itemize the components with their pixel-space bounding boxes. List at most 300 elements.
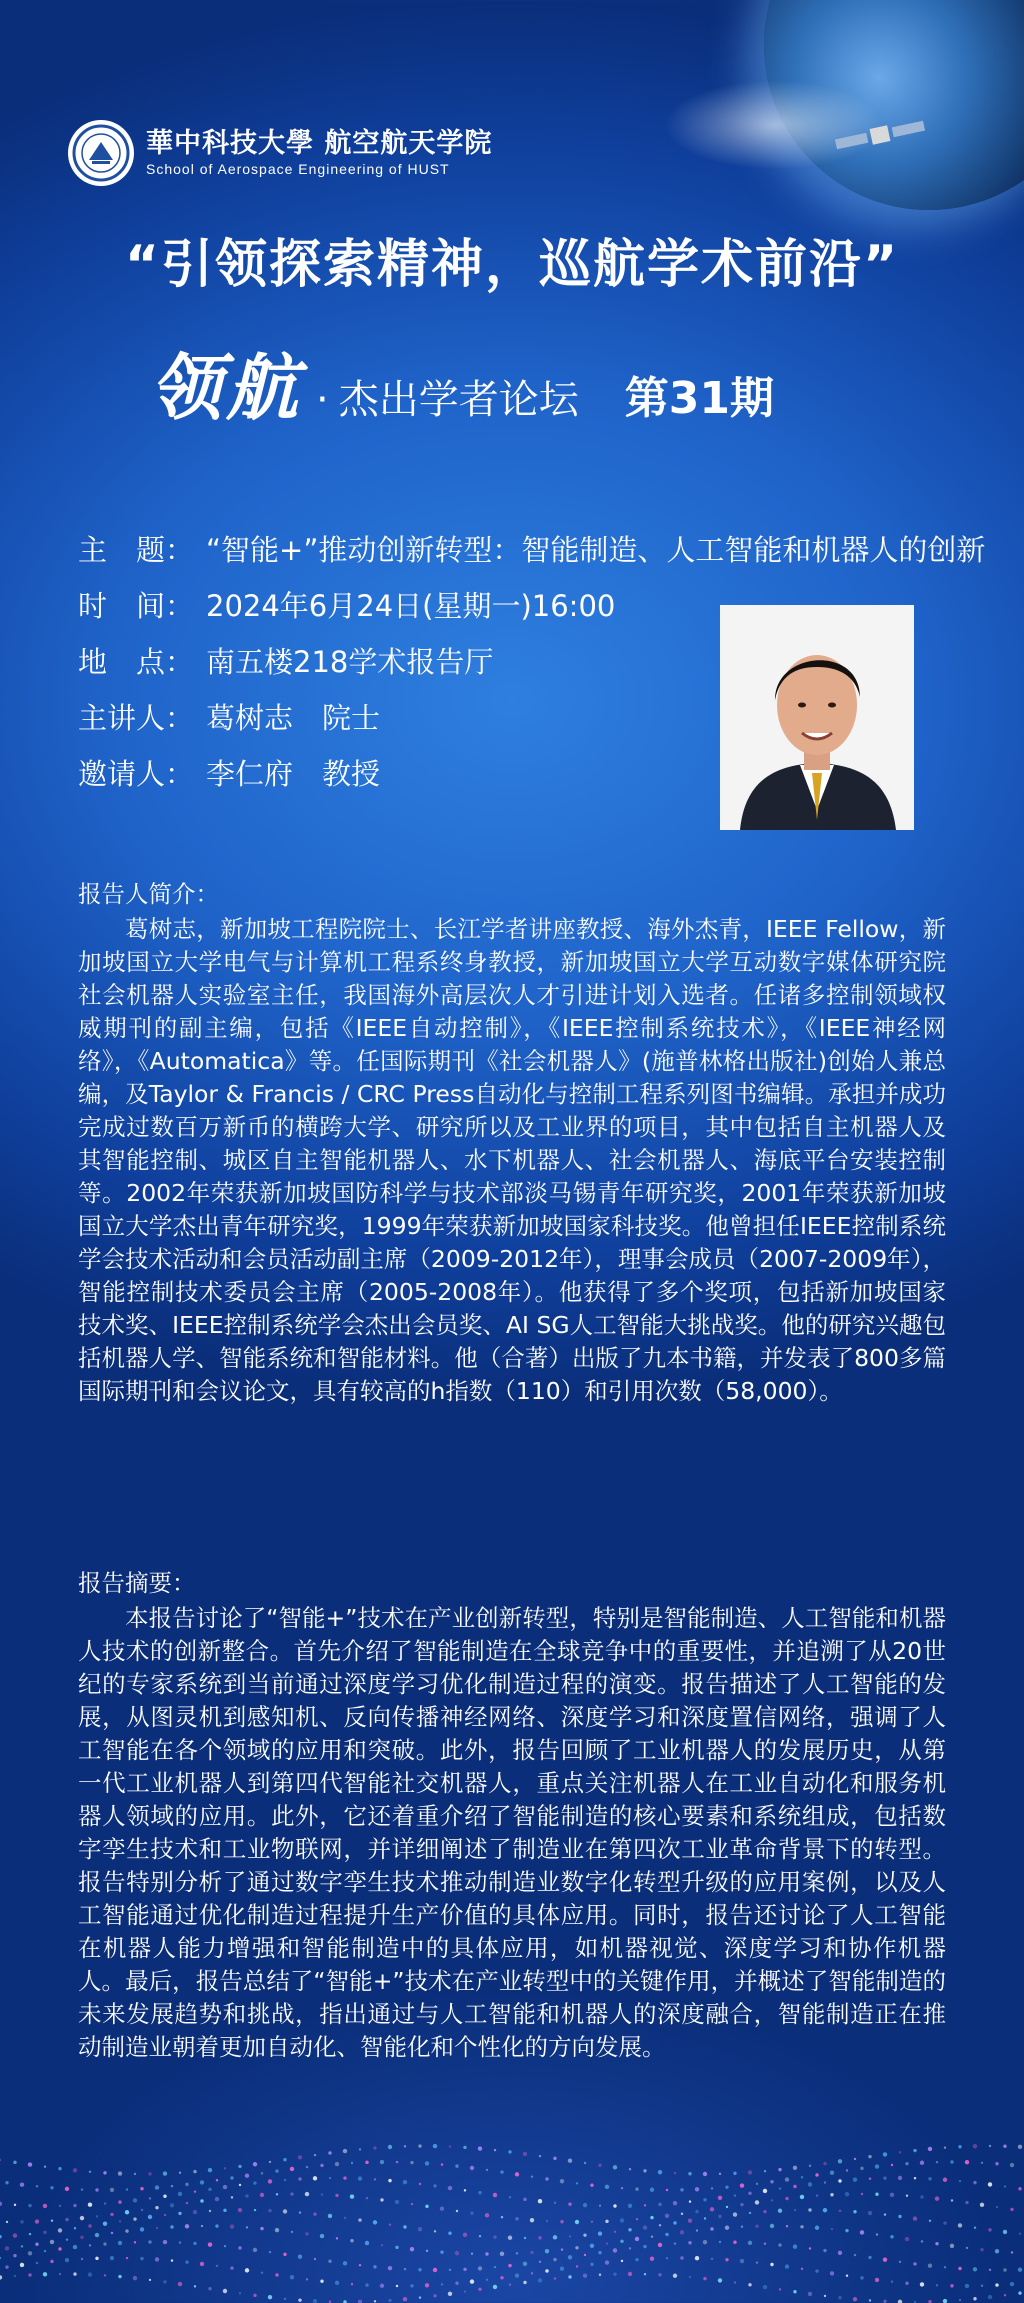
particle-dot xyxy=(276,2193,278,2195)
particle-dot xyxy=(658,2273,661,2276)
particle-dot xyxy=(620,2240,623,2243)
particle-dot xyxy=(455,2251,459,2255)
particle-dot xyxy=(464,2290,466,2292)
particle-dot xyxy=(253,2181,256,2184)
particle-dot xyxy=(193,2210,197,2214)
particle-dot xyxy=(186,2202,188,2204)
particle-dot xyxy=(163,2240,167,2244)
particle-dot xyxy=(500,2252,504,2256)
particle-dot xyxy=(95,2233,99,2237)
particle-dot xyxy=(410,2284,413,2287)
particle-dot xyxy=(651,2235,653,2237)
particle-dot xyxy=(328,2151,331,2154)
particle-dot xyxy=(81,2258,83,2260)
particle-dot xyxy=(433,2144,437,2148)
particle-dot xyxy=(155,2206,158,2209)
particle-dot xyxy=(179,2172,181,2174)
particle-dot xyxy=(268,2179,272,2183)
particle-dot xyxy=(996,2206,998,2208)
particle-dot xyxy=(404,2268,406,2270)
bio-title: 报告人简介： xyxy=(78,880,219,908)
particle-dot xyxy=(913,2149,916,2152)
particle-dot xyxy=(891,2281,893,2283)
particle-dot xyxy=(290,2167,294,2171)
particle-dot xyxy=(801,2176,803,2178)
particle-dot xyxy=(718,2196,722,2200)
particle-dot xyxy=(20,2220,23,2223)
particle-dot xyxy=(516,2252,518,2254)
particle-dot xyxy=(740,2203,743,2206)
particle-dot xyxy=(44,2166,46,2168)
particle-dot xyxy=(80,2236,83,2239)
particle-dot xyxy=(185,2260,188,2263)
particle-dot xyxy=(575,2246,578,2249)
particle-dot xyxy=(194,2285,196,2287)
particle-dot xyxy=(313,2299,317,2303)
particle-dot xyxy=(524,2237,526,2239)
particle-dot xyxy=(290,2275,294,2279)
particle-dot xyxy=(396,2285,398,2287)
particle-dot xyxy=(328,2260,331,2263)
particle-dot xyxy=(224,2167,226,2169)
particle-dot xyxy=(778,2168,781,2171)
slogan: “引领探索精神，巡航学术前沿” xyxy=(124,235,900,295)
particle-dot xyxy=(433,2294,436,2297)
school-name-en: School of Aerospace Engineering of HUST xyxy=(146,161,450,177)
particle-dot xyxy=(134,2173,136,2175)
particle-dot xyxy=(928,2147,932,2151)
particle-dot xyxy=(890,2193,894,2197)
particle-dot xyxy=(275,2169,278,2172)
particle-dot xyxy=(440,2207,444,2211)
particle-dot xyxy=(359,2148,361,2150)
particle-dot xyxy=(215,2224,218,2227)
particle-dot xyxy=(425,2283,429,2287)
particle-dot xyxy=(470,2166,474,2170)
particle-dot xyxy=(126,2188,128,2190)
particle-dot xyxy=(508,2264,511,2267)
particle-dot xyxy=(1003,2268,1006,2271)
particle-dot xyxy=(298,2255,302,2259)
particle-dot xyxy=(155,2257,159,2261)
particle-dot xyxy=(149,2197,151,2199)
particle-dot xyxy=(65,2187,69,2191)
particle-dot xyxy=(703,2198,706,2201)
particle-dot xyxy=(358,2218,361,2221)
particle-dot xyxy=(755,2224,758,2227)
particle-dot xyxy=(260,2193,264,2197)
particle-dot xyxy=(531,2272,533,2274)
particle-dot xyxy=(13,2254,16,2257)
particle-dot xyxy=(380,2160,384,2164)
particle-dot xyxy=(43,2204,47,2208)
particle-dot xyxy=(711,2258,713,2260)
particle-dot xyxy=(531,2176,533,2178)
particle-dot xyxy=(688,2172,691,2175)
particle-dot xyxy=(703,2277,706,2280)
particle-dot xyxy=(509,2283,511,2285)
particle-dot xyxy=(35,2243,38,2246)
particle-dot xyxy=(808,2182,812,2186)
particle-dot xyxy=(845,2229,848,2232)
particle-dot xyxy=(103,2242,106,2245)
particle-dot xyxy=(935,2196,939,2200)
particle-dot xyxy=(838,2179,841,2182)
particle-dot xyxy=(590,2263,593,2266)
particle-dot xyxy=(539,2261,541,2263)
particle-dot xyxy=(575,2220,579,2224)
particle-dot xyxy=(1018,2187,1021,2190)
particle-dot xyxy=(455,2164,458,2167)
particle-dot xyxy=(538,2278,542,2282)
particle-dot xyxy=(313,2212,316,2215)
particle-dot xyxy=(973,2144,977,2148)
forum-dot: · xyxy=(316,377,329,423)
particle-dot xyxy=(943,2178,947,2182)
particle-dot xyxy=(606,2242,608,2244)
particle-dot xyxy=(629,2247,631,2249)
particle-dot xyxy=(688,2218,692,2222)
school-logo xyxy=(68,120,492,186)
particle-dot xyxy=(1018,2145,1022,2149)
particle-dot xyxy=(28,2162,32,2166)
particle-dot xyxy=(643,2225,647,2229)
particle-dot xyxy=(223,2289,227,2293)
particle-dot xyxy=(471,2253,473,2255)
particle-dot xyxy=(980,2248,983,2251)
particle-dot xyxy=(944,2146,946,2148)
report-abstract xyxy=(78,1567,946,2064)
particle-dot xyxy=(1018,2268,1022,2272)
particle-dot xyxy=(950,2160,953,2163)
time-label: 时 间： xyxy=(78,589,195,623)
particle-dot xyxy=(995,2162,998,2165)
particle-dot xyxy=(636,2218,638,2220)
particle-dot xyxy=(823,2249,826,2252)
particle-dot xyxy=(156,2227,158,2229)
particle-dot xyxy=(133,2217,136,2220)
particle-dot xyxy=(193,2170,196,2173)
particle-dot xyxy=(515,2172,519,2176)
particle-dot xyxy=(740,2259,744,2263)
particle-dot xyxy=(920,2195,923,2198)
particle-dot xyxy=(800,2225,803,2228)
particle-dot xyxy=(628,2204,632,2208)
particle-dot xyxy=(388,2179,391,2182)
particle-dot xyxy=(853,2297,857,2301)
particle-dot xyxy=(823,2208,827,2212)
particle-dot xyxy=(103,2221,107,2225)
particle-dot xyxy=(20,2182,24,2186)
forum-name: 杰出学者论坛 xyxy=(338,377,579,423)
particle-dot xyxy=(320,2164,323,2167)
particle-dot xyxy=(291,2231,293,2233)
particle-dot xyxy=(65,2258,69,2262)
particle-dot xyxy=(501,2216,503,2218)
particle-dot xyxy=(448,2292,452,2296)
particle-dot xyxy=(576,2265,578,2267)
particle-dot xyxy=(155,2185,159,2189)
particle-dot xyxy=(591,2221,593,2223)
particle-dot xyxy=(854,2254,856,2256)
particle-dot xyxy=(614,2231,616,2233)
particle-dot xyxy=(208,2287,211,2290)
particle-dot xyxy=(523,2281,526,2284)
particle-dot xyxy=(643,2245,646,2248)
particle-dot xyxy=(830,2170,834,2174)
particle-dot xyxy=(523,2262,527,2266)
particle-dot xyxy=(935,2242,938,2245)
particle-dot xyxy=(658,2243,662,2247)
particle-dot xyxy=(404,2145,406,2147)
particle-dot xyxy=(928,2177,931,2180)
particle-dot xyxy=(793,2244,797,2248)
particle-dot xyxy=(883,2176,886,2179)
particle-dot xyxy=(493,2235,496,2238)
particle-dot xyxy=(973,2181,976,2184)
particle-dot xyxy=(965,2201,968,2204)
particle-dot xyxy=(681,2213,683,2215)
particle-dot xyxy=(298,2177,301,2180)
particle-dot xyxy=(351,2162,353,2164)
particle-dot xyxy=(666,2189,668,2191)
particle-dot xyxy=(29,2233,31,2235)
particle-dot xyxy=(65,2218,68,2221)
particle-dot xyxy=(13,2233,17,2237)
particle-dot xyxy=(178,2212,181,2215)
particle-dot xyxy=(350,2239,353,2242)
particle-dot xyxy=(905,2237,909,2241)
particle-dot xyxy=(861,2193,863,2195)
particle-dot xyxy=(965,2284,969,2288)
particle-dot xyxy=(665,2233,668,2236)
particle-dot xyxy=(688,2241,691,2244)
particle-dot xyxy=(605,2260,609,2264)
particle-dot xyxy=(680,2230,684,2234)
particle-dot xyxy=(763,2189,767,2193)
particle-dot xyxy=(118,2275,121,2278)
particle-dot xyxy=(554,2202,556,2204)
particle-dot xyxy=(689,2276,691,2278)
particle-dot xyxy=(899,2151,901,2153)
particle-dot xyxy=(320,2279,323,2282)
particle-dot xyxy=(0,2257,1,2259)
particle-dot xyxy=(650,2216,653,2219)
particle-dot xyxy=(208,2242,212,2246)
particle-dot xyxy=(673,2221,676,2224)
particle-dot xyxy=(343,2149,347,2153)
particle-dot xyxy=(185,2224,189,2228)
particle-dot xyxy=(944,2266,946,2268)
particle-dot xyxy=(696,2229,698,2231)
particle-dot xyxy=(373,2146,376,2149)
particle-dot xyxy=(846,2169,848,2171)
particle-dot xyxy=(920,2282,924,2286)
particle-dot xyxy=(613,2204,616,2207)
particle-dot xyxy=(719,2241,721,2243)
particle-dot xyxy=(936,2161,938,2163)
particle-dot xyxy=(455,2281,458,2284)
particle-dot xyxy=(21,2245,23,2247)
particle-dot xyxy=(509,2196,511,2198)
particle-dot xyxy=(734,2194,736,2196)
particle-dot xyxy=(785,2197,788,2200)
particle-dot xyxy=(133,2198,137,2202)
particle-dot xyxy=(665,2214,669,2218)
particle-dot xyxy=(530,2218,534,2222)
particle-dot xyxy=(230,2266,233,2269)
particle-dot xyxy=(111,2232,113,2234)
particle-dot xyxy=(335,2281,339,2285)
particle-dot xyxy=(134,2241,136,2243)
particle-dot xyxy=(359,2264,361,2266)
particle-dot xyxy=(876,2233,878,2235)
particle-dot xyxy=(523,2152,527,2156)
particle-dot xyxy=(425,2161,429,2165)
particle-dot xyxy=(1010,2208,1013,2211)
particle-dot xyxy=(613,2165,617,2169)
particle-dot xyxy=(343,2261,347,2265)
particle-dot xyxy=(239,2292,241,2294)
particle-dot xyxy=(268,2209,271,2212)
particle-dot xyxy=(883,2152,887,2156)
particle-dot xyxy=(171,2185,173,2187)
particle-dot xyxy=(486,2169,488,2171)
particle-dot xyxy=(890,2235,893,2238)
particle-dot xyxy=(756,2183,758,2185)
particle-dot xyxy=(560,2266,564,2270)
particle-dot xyxy=(710,2227,713,2230)
particle-dot xyxy=(485,2213,489,2217)
particle-dot xyxy=(860,2230,864,2234)
particle-dot xyxy=(290,2192,293,2195)
particle-dot xyxy=(545,2177,548,2180)
particle-dot xyxy=(553,2157,556,2160)
particle-dot xyxy=(749,2212,751,2214)
particle-dot xyxy=(620,2218,624,2222)
particle-dot xyxy=(20,2263,24,2267)
particle-dot xyxy=(868,2155,871,2158)
particle-dot xyxy=(418,2268,421,2271)
particle-dot xyxy=(725,2185,728,2188)
particle-dot xyxy=(88,2203,92,2207)
particle-dot xyxy=(373,2220,377,2224)
particle-dot xyxy=(800,2195,804,2199)
particle-dot xyxy=(538,2236,541,2239)
particle-dot xyxy=(553,2258,556,2261)
particle-dot xyxy=(185,2183,188,2186)
particle-dot xyxy=(96,2215,98,2217)
particle-dot xyxy=(329,2177,331,2179)
particle-dot xyxy=(269,2251,271,2253)
particle-dot xyxy=(605,2220,608,2223)
particle-dot xyxy=(350,2194,354,2198)
particle-dot xyxy=(396,2161,398,2163)
particle-dot xyxy=(838,2159,842,2163)
particle-dot xyxy=(224,2245,226,2247)
particle-dot xyxy=(763,2210,766,2213)
particle-dot xyxy=(95,2188,98,2191)
particle-dot xyxy=(981,2162,983,2164)
particle-dot xyxy=(275,2228,279,2232)
forum-issue: 第31期 xyxy=(624,373,774,424)
particle-dot xyxy=(719,2173,721,2175)
speaker-value: 葛树志 院士 xyxy=(206,701,381,735)
particle-dot xyxy=(178,2192,182,2196)
particle-dot xyxy=(305,2192,309,2196)
particle-dot xyxy=(988,2295,992,2299)
particle-dot xyxy=(914,2177,916,2179)
particle-dot xyxy=(958,2223,962,2227)
particle-dot xyxy=(253,2294,256,2297)
particle-dot xyxy=(216,2179,218,2181)
particle-dot xyxy=(306,2278,308,2280)
particle-dot xyxy=(824,2295,826,2297)
particle-dot xyxy=(808,2208,811,2211)
particle-dot xyxy=(170,2203,174,2207)
particle-dot xyxy=(253,2162,257,2166)
particle-dot xyxy=(374,2178,376,2180)
particle-dot xyxy=(1019,2233,1021,2235)
particle-dot xyxy=(313,2176,317,2180)
particle-dot xyxy=(88,2272,92,2276)
particle-dot xyxy=(395,2200,399,2204)
particle-dot xyxy=(208,2188,211,2191)
particle-dot xyxy=(0,2235,2,2238)
particle-dot xyxy=(314,2258,316,2260)
particle-dot xyxy=(73,2245,77,2249)
particle-dot xyxy=(239,2184,241,2186)
particle-dot xyxy=(200,2262,204,2266)
particle-dot xyxy=(373,2265,376,2268)
particle-dot xyxy=(951,2199,953,2201)
particle-dot xyxy=(869,2299,871,2301)
particle-dot xyxy=(583,2233,586,2236)
particle-dot xyxy=(5,2181,8,2184)
particle-dot xyxy=(140,2187,143,2190)
particle-dot xyxy=(869,2178,871,2180)
particle-dot xyxy=(200,2180,204,2184)
particle-dot xyxy=(254,2209,256,2211)
particle-dot xyxy=(284,2298,286,2300)
time-value: 2024年6月24日(星期一)16:00 xyxy=(206,589,616,623)
particle-dot xyxy=(299,2211,301,2213)
speaker-portrait xyxy=(720,605,914,830)
particle-dot xyxy=(650,2188,654,2192)
particle-dot xyxy=(658,2203,661,2206)
particle-dot xyxy=(51,2220,53,2222)
particle-dot xyxy=(1010,2163,1014,2167)
particle-dot xyxy=(868,2211,872,2215)
particle-dot xyxy=(336,2237,338,2239)
particle-dot xyxy=(366,2197,368,2199)
particle-dot xyxy=(830,2271,834,2275)
particle-dot xyxy=(779,2187,781,2189)
particle-dot xyxy=(284,2179,286,2181)
particle-dot xyxy=(306,2166,308,2168)
particle-dot xyxy=(734,2281,736,2283)
particle-dot xyxy=(905,2162,908,2165)
particle-dot xyxy=(599,2274,601,2276)
particle-dot xyxy=(103,2171,106,2174)
particle-dot xyxy=(584,2254,586,2256)
particle-dot xyxy=(351,2283,353,2285)
particle-dot xyxy=(785,2177,789,2181)
particle-dot xyxy=(854,2158,856,2160)
particle-dot xyxy=(44,2250,46,2252)
inviter-value: 李仁府 教授 xyxy=(206,757,381,791)
particle-dot xyxy=(913,2262,916,2265)
